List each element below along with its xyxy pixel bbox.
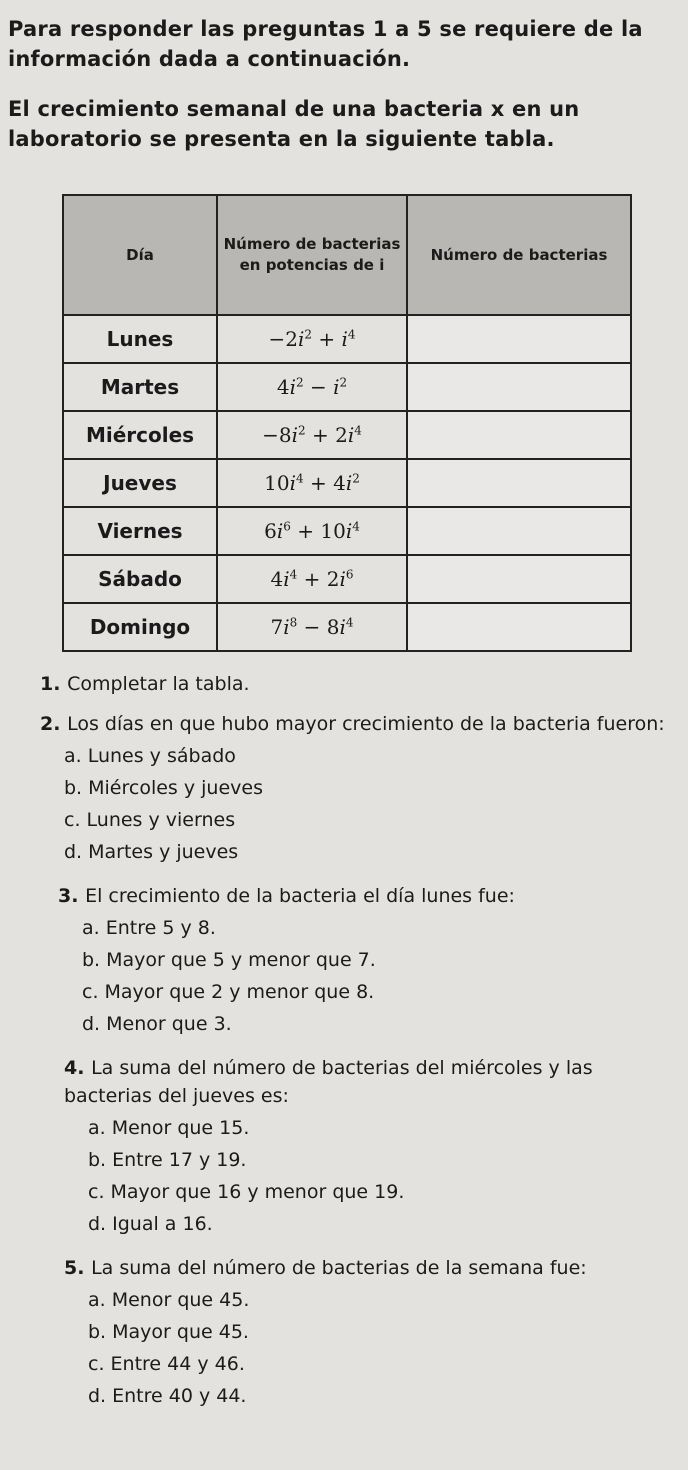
question-1 (40, 670, 680, 698)
option[interactable]: a. Entre 5 y 8. (82, 917, 216, 939)
day-cell: Miércoles (63, 411, 217, 459)
table-row (63, 459, 631, 507)
answer-cell[interactable] (407, 411, 631, 459)
question-text: El crecimiento de la bacteria el día lunes fue: (85, 885, 515, 907)
question-number: 2. (40, 713, 61, 735)
question-text: Los días en que hubo mayor crecimiento de la bacteria fueron: (67, 713, 665, 735)
day-cell: Sábado (63, 555, 217, 603)
day-cell: Lunes (63, 315, 217, 363)
option[interactable]: c. Mayor que 16 y menor que 19. (88, 1181, 405, 1203)
table-row (63, 363, 631, 411)
table-row (63, 603, 631, 651)
table-row (63, 555, 631, 603)
option[interactable]: d. Martes y jueves (64, 841, 239, 863)
answer-cell[interactable] (407, 555, 631, 603)
instructions-line-2: El crecimiento semanal de una bacteria x en un laboratorio se presenta en la siguiente tabla. (8, 97, 580, 151)
question-number: 3. (58, 885, 79, 907)
option[interactable]: b. Miércoles y jueves (64, 777, 263, 799)
option[interactable]: b. Mayor que 45. (88, 1321, 249, 1343)
question-number: 1. (40, 673, 61, 695)
options-list (64, 1286, 680, 1410)
options-list (64, 1114, 680, 1238)
option[interactable]: c. Lunes y viernes (64, 809, 236, 831)
answer-cell[interactable] (407, 507, 631, 555)
question-number: 5. (64, 1257, 85, 1279)
option[interactable]: a. Lunes y sábado (64, 745, 236, 767)
question-4 (40, 1054, 680, 1238)
options-list (40, 742, 680, 866)
question-number: 4. (64, 1057, 85, 1079)
table-row (63, 411, 631, 459)
answer-cell[interactable] (407, 315, 631, 363)
expression-cell: $-2i^2 + i^4$ (217, 315, 407, 363)
table-row (63, 507, 631, 555)
instructions (8, 14, 678, 154)
question-2 (40, 710, 680, 866)
header-powers: Número de bacterias en potencias de i (217, 195, 407, 315)
option[interactable]: d. Igual a 16. (88, 1213, 213, 1235)
question-5 (40, 1254, 680, 1410)
expression-cell: $4i^4 + 2i^6$ (217, 555, 407, 603)
option[interactable]: a. Menor que 15. (88, 1117, 250, 1139)
answer-cell[interactable] (407, 363, 631, 411)
expression-cell: $6i^6 + 10i^4$ (217, 507, 407, 555)
option[interactable]: b. Mayor que 5 y menor que 7. (82, 949, 376, 971)
day-cell: Domingo (63, 603, 217, 651)
answer-cell[interactable] (407, 603, 631, 651)
expression-cell: $10i^4 + 4i^2$ (217, 459, 407, 507)
question-text: La suma del número de bacterias del miércoles y las bacterias del jueves es: (64, 1057, 593, 1107)
option[interactable]: d. Menor que 3. (82, 1013, 232, 1035)
option[interactable]: c. Mayor que 2 y menor que 8. (82, 981, 375, 1003)
options-list (58, 914, 680, 1038)
expression-cell: $7i^8 - 8i^4$ (217, 603, 407, 651)
day-cell: Jueves (63, 459, 217, 507)
question-text: Completar la tabla. (67, 673, 250, 695)
option[interactable]: a. Menor que 45. (88, 1289, 250, 1311)
questions (40, 670, 680, 1422)
bacteria-table (62, 194, 630, 652)
expression-cell: $4i^2 - i^2$ (217, 363, 407, 411)
header-day: Día (63, 195, 217, 315)
option[interactable]: c. Entre 44 y 46. (88, 1353, 245, 1375)
answer-cell[interactable] (407, 459, 631, 507)
expression-cell: $-8i^2 + 2i^4$ (217, 411, 407, 459)
option[interactable]: d. Entre 40 y 44. (88, 1385, 247, 1407)
instructions-line-1: Para responder las preguntas 1 a 5 se requiere de la información dada a continuación. (8, 17, 643, 71)
table-row (63, 315, 631, 363)
header-count: Número de bacterias (407, 195, 631, 315)
question-text: La suma del número de bacterias de la semana fue: (91, 1257, 587, 1279)
option[interactable]: b. Entre 17 y 19. (88, 1149, 247, 1171)
question-3 (40, 882, 680, 1038)
day-cell: Viernes (63, 507, 217, 555)
day-cell: Martes (63, 363, 217, 411)
